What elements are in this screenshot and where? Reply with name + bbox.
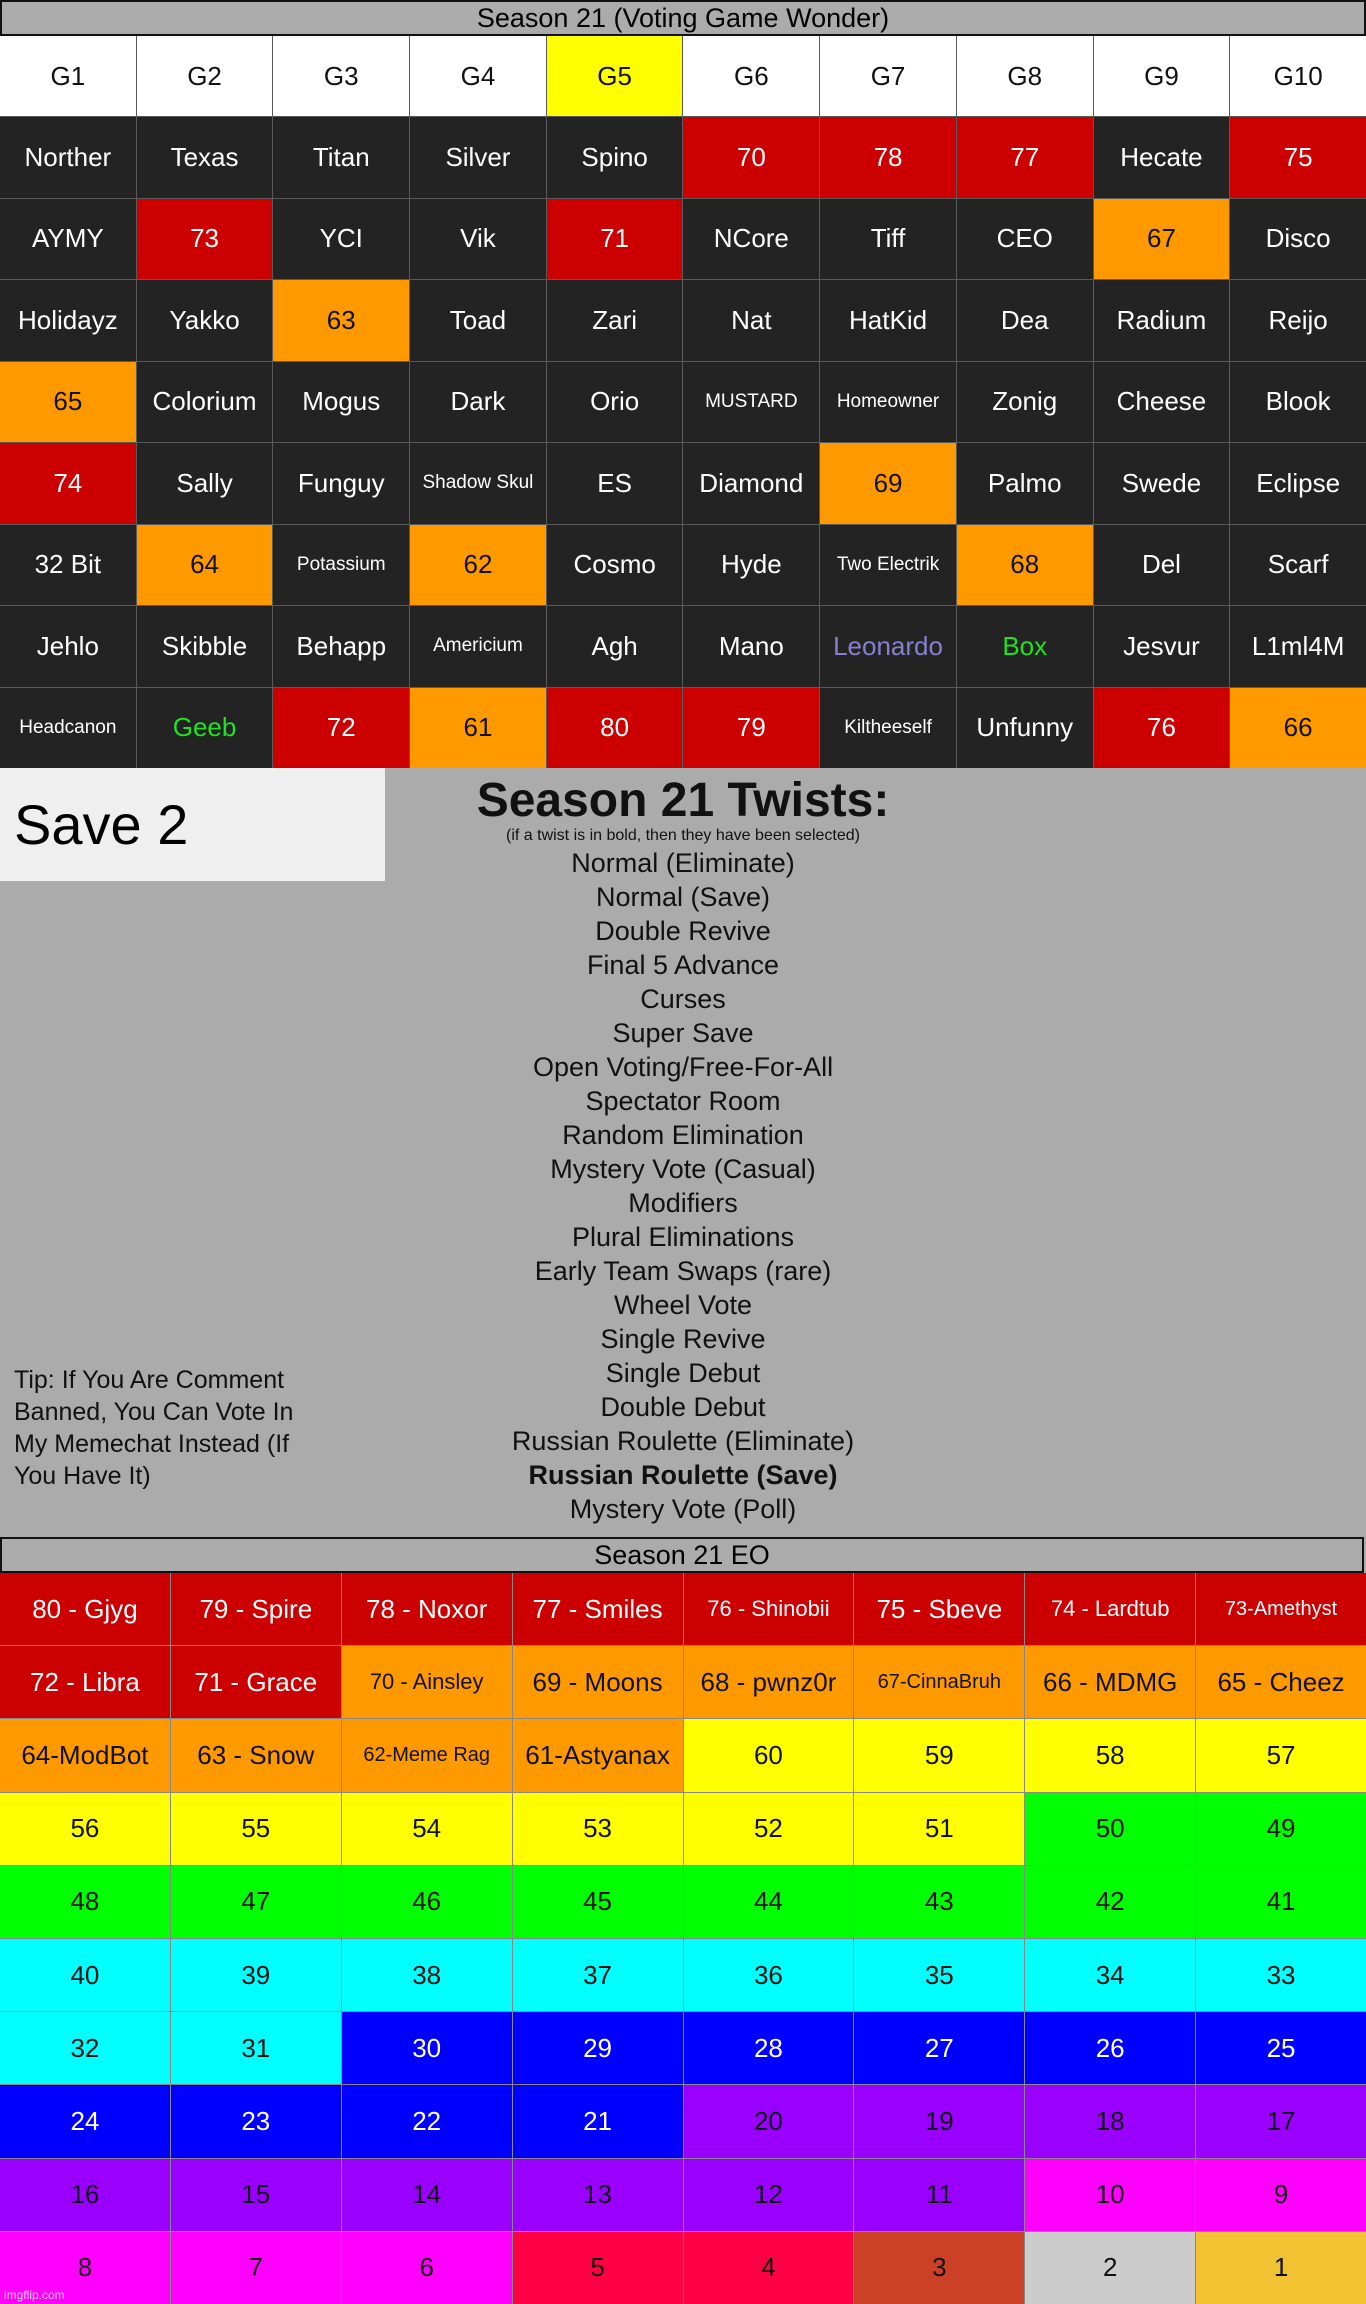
eo-cell: 51 (854, 1793, 1024, 1865)
eo-cell: 28 (684, 2012, 854, 2084)
watermark: imgflip.com (4, 2288, 65, 2302)
eo-cell: 19 (854, 2085, 1024, 2157)
eo-cell: 33 (1196, 1939, 1366, 2011)
contestant-cell: Eclipse (1230, 443, 1366, 523)
contestant-cell: 71 (547, 199, 683, 279)
contestant-cell: 70 (683, 117, 819, 197)
contestant-cell: 75 (1230, 117, 1366, 197)
twist-item: Final 5 Advance (586, 950, 780, 980)
contestant-cell: ES (547, 443, 683, 523)
contestant-cell: 64 (137, 525, 273, 605)
contestant-cell: Unfunny (957, 688, 1093, 768)
contestant-cell: Hecate (1094, 117, 1230, 197)
eo-cell: 37 (513, 1939, 683, 2011)
contestant-cell: L1ml4M (1230, 606, 1366, 686)
contestant-cell: 69 (820, 443, 956, 523)
contestant-cell: Cosmo (547, 525, 683, 605)
contestant-cell: MUSTARD (683, 362, 819, 442)
contestant-cell: Titan (273, 117, 409, 197)
contestant-cell: Box (957, 606, 1093, 686)
contestant-cell: Yakko (137, 280, 273, 360)
elimination-order-grid (0, 1573, 1366, 2304)
contestant-cell: Nat (683, 280, 819, 360)
contestant-cell: Skibble (137, 606, 273, 686)
eo-cell: 75 - Sbeve (854, 1573, 1024, 1645)
eo-cell: 45 (513, 1866, 683, 1938)
eo-cell: 70 - Ainsley (342, 1646, 512, 1718)
eo-cell: 9 (1196, 2159, 1366, 2231)
contestant-cell: Agh (547, 606, 683, 686)
contestant-cell: Silver (410, 117, 546, 197)
contestant-cell: NCore (683, 199, 819, 279)
contestant-cell: Geeb (137, 688, 273, 768)
group-header: G7 (820, 36, 956, 116)
twists-panel (385, 768, 981, 1526)
eo-cell: 24 (0, 2085, 170, 2157)
group-header: G9 (1094, 36, 1230, 116)
contestant-cell: Dark (410, 362, 546, 442)
eo-cell: 55 (171, 1793, 341, 1865)
contestant-cell: Vik (410, 199, 546, 279)
contestant-cell: 79 (683, 688, 819, 768)
eo-cell: 8 (0, 2232, 170, 2304)
twist-item: Modifiers (628, 1188, 738, 1218)
contestant-cell: 67 (1094, 199, 1230, 279)
eo-cell: 11 (854, 2159, 1024, 2231)
eo-cell: 61-Astyanax (513, 1719, 683, 1791)
contestant-cell: Holidayz (0, 280, 136, 360)
twist-item: Mystery Vote (Casual) (550, 1154, 816, 1184)
contestant-cell: 78 (820, 117, 956, 197)
twist-item: Spectator Room (585, 1086, 781, 1116)
twist-item: Normal (Eliminate) (571, 848, 795, 878)
twist-item: Plural Eliminations (571, 1222, 795, 1252)
eo-cell: 65 - Cheez (1196, 1646, 1366, 1718)
contestant-cell: 61 (410, 688, 546, 768)
contestant-cell: 63 (273, 280, 409, 360)
eo-cell: 49 (1196, 1793, 1366, 1865)
season-header: Season 21 (Voting Game Wonder) (0, 0, 1366, 36)
eo-cell: 31 (171, 2012, 341, 2084)
group-header: G6 (683, 36, 819, 116)
twists-title: Season 21 Twists: (476, 774, 890, 827)
contestant-cell: Spino (547, 117, 683, 197)
eo-cell: 52 (684, 1793, 854, 1865)
eo-cell: 58 (1025, 1719, 1195, 1791)
contestant-cell: Shadow Skul (410, 443, 546, 523)
eo-cell: 38 (342, 1939, 512, 2011)
eo-cell: 2 (1025, 2232, 1195, 2304)
eo-cell: 80 - Gjyg (0, 1573, 170, 1645)
contestant-cell: Swede (1094, 443, 1230, 523)
contestant-cell: 72 (273, 688, 409, 768)
save-label: Save 2 (0, 768, 385, 881)
contestant-cell: Scarf (1230, 525, 1366, 605)
eo-cell: 47 (171, 1866, 341, 1938)
eo-cell: 48 (0, 1866, 170, 1938)
twist-item: Mystery Vote (Poll) (569, 1494, 797, 1524)
twist-item: Early Team Swaps (rare) (534, 1256, 832, 1286)
eo-cell: 23 (171, 2085, 341, 2157)
contestant-cell: Zari (547, 280, 683, 360)
contestant-cell: Jehlo (0, 606, 136, 686)
eo-cell: 44 (684, 1866, 854, 1938)
group-header: G3 (273, 36, 409, 116)
contestant-cell: CEO (957, 199, 1093, 279)
eo-cell: 60 (684, 1719, 854, 1791)
contestant-cell: Hyde (683, 525, 819, 605)
contestant-cell: Cheese (1094, 362, 1230, 442)
eo-cell: 40 (0, 1939, 170, 2011)
eo-cell: 53 (513, 1793, 683, 1865)
twist-item: Random Elimination (562, 1120, 804, 1150)
eo-cell: 27 (854, 2012, 1024, 2084)
eo-cell: 20 (684, 2085, 854, 2157)
twist-item: Curses (640, 984, 726, 1014)
eo-cell: 15 (171, 2159, 341, 2231)
contestant-cell: Two Electrik (820, 525, 956, 605)
eo-cell: 17 (1196, 2085, 1366, 2157)
contestant-cell: Disco (1230, 199, 1366, 279)
eo-cell: 42 (1025, 1866, 1195, 1938)
eo-cell: 12 (684, 2159, 854, 2231)
contestant-cell: Homeowner (820, 362, 956, 442)
eo-cell: 35 (854, 1939, 1024, 2011)
twist-item: Double Revive (595, 916, 771, 946)
eo-cell: 1 (1196, 2232, 1366, 2304)
eo-cell: 26 (1025, 2012, 1195, 2084)
eo-cell: 6 (342, 2232, 512, 2304)
contestant-cell: Sally (137, 443, 273, 523)
eo-header: Season 21 EO (0, 1537, 1364, 1573)
contestant-cell: Potassium (273, 525, 409, 605)
contestant-cell: 73 (137, 199, 273, 279)
contestant-cell: Palmo (957, 443, 1093, 523)
contestant-cell: Blook (1230, 362, 1366, 442)
contestant-cell: 32 Bit (0, 525, 136, 605)
eo-cell: 73-Amethyst (1196, 1573, 1366, 1645)
contestant-cell: HatKid (820, 280, 956, 360)
eo-cell: 72 - Libra (0, 1646, 170, 1718)
eo-cell: 74 - Lardtub (1025, 1573, 1195, 1645)
twist-item: Double Debut (600, 1392, 766, 1422)
eo-cell: 79 - Spire (171, 1573, 341, 1645)
contestant-cell: Norther (0, 117, 136, 197)
eo-cell: 3 (854, 2232, 1024, 2304)
eo-cell: 4 (684, 2232, 854, 2304)
contestant-cell: Kiltheeself (820, 688, 956, 768)
contestant-cell: Mogus (273, 362, 409, 442)
contestant-cell: Jesvur (1094, 606, 1230, 686)
twist-item: Single Debut (605, 1358, 761, 1388)
eo-cell: 69 - Moons (513, 1646, 683, 1718)
group-header: G8 (957, 36, 1093, 116)
tip-text: Tip: If You Are Comment Banned, You Can Vote In My Memechat Instead (If You Have It) (14, 1366, 294, 1490)
group-header: G10 (1230, 36, 1366, 116)
eo-cell: 5 (513, 2232, 683, 2304)
contestant-cell: Reijo (1230, 280, 1366, 360)
eo-cell: 25 (1196, 2012, 1366, 2084)
contestant-cell: 77 (957, 117, 1093, 197)
eo-cell: 66 - MDMG (1025, 1646, 1195, 1718)
twist-item: Normal (Save) (595, 882, 771, 912)
eo-cell: 46 (342, 1866, 512, 1938)
eo-cell: 78 - Noxor (342, 1573, 512, 1645)
contestant-cell: 68 (957, 525, 1093, 605)
eo-cell: 63 - Snow (171, 1719, 341, 1791)
twist-item: Single Revive (600, 1324, 766, 1354)
eo-cell: 14 (342, 2159, 512, 2231)
group-header: G4 (410, 36, 546, 116)
contestant-cell: Texas (137, 117, 273, 197)
twist-item: Open Voting/Free-For-All (532, 1052, 834, 1082)
contestant-cell: Toad (410, 280, 546, 360)
eo-cell: 36 (684, 1939, 854, 2011)
eo-cell: 7 (171, 2232, 341, 2304)
contestant-cell: 74 (0, 443, 136, 523)
contestant-cell: 65 (0, 362, 136, 442)
eo-cell: 39 (171, 1939, 341, 2011)
contestant-cell: Tiff (820, 199, 956, 279)
eo-cell: 62-Meme Rag (342, 1719, 512, 1791)
twist-item: Russian Roulette (Eliminate) (511, 1426, 855, 1456)
eo-cell: 50 (1025, 1793, 1195, 1865)
eo-cell: 54 (342, 1793, 512, 1865)
contestant-cell: Mano (683, 606, 819, 686)
group-header: G5 (547, 36, 683, 116)
contestant-cell: YCI (273, 199, 409, 279)
eo-cell: 13 (513, 2159, 683, 2231)
eo-cell: 29 (513, 2012, 683, 2084)
contestant-cell: Dea (957, 280, 1093, 360)
group-header: G1 (0, 36, 136, 116)
eo-cell: 16 (0, 2159, 170, 2231)
eo-cell: 43 (854, 1866, 1024, 1938)
eo-cell: 64-ModBot (0, 1719, 170, 1791)
twists-note: (if a twist is in bold, then they have been selected) (506, 827, 860, 844)
contestant-cell: Radium (1094, 280, 1230, 360)
twist-item: Wheel Vote (613, 1290, 753, 1320)
eo-cell: 68 - pwnz0r (684, 1646, 854, 1718)
eo-cell: 71 - Grace (171, 1646, 341, 1718)
eo-cell: 41 (1196, 1866, 1366, 1938)
contestant-cell: Funguy (273, 443, 409, 523)
eo-cell: 59 (854, 1719, 1024, 1791)
eo-cell: 10 (1025, 2159, 1195, 2231)
eo-cell: 76 - Shinobii (684, 1573, 854, 1645)
eo-cell: 22 (342, 2085, 512, 2157)
contestant-cell: 66 (1230, 688, 1366, 768)
contestant-grid (0, 36, 1366, 768)
group-header: G2 (137, 36, 273, 116)
eo-cell: 18 (1025, 2085, 1195, 2157)
eo-cell: 34 (1025, 1939, 1195, 2011)
contestant-cell: Zonig (957, 362, 1093, 442)
contestant-cell: Orio (547, 362, 683, 442)
contestant-cell: 80 (547, 688, 683, 768)
contestant-cell: Diamond (683, 443, 819, 523)
twist-list (385, 846, 981, 1526)
contestant-cell: 76 (1094, 688, 1230, 768)
contestant-cell: 62 (410, 525, 546, 605)
eo-cell: 30 (342, 2012, 512, 2084)
contestant-cell: Colorium (137, 362, 273, 442)
eo-cell: 67-CinnaBruh (854, 1646, 1024, 1718)
eo-cell: 57 (1196, 1719, 1366, 1791)
eo-cell: 32 (0, 2012, 170, 2084)
contestant-cell: Del (1094, 525, 1230, 605)
twist-item: Russian Roulette (Save) (528, 1460, 838, 1490)
eo-cell: 77 - Smiles (513, 1573, 683, 1645)
eo-cell: 21 (513, 2085, 683, 2157)
eo-cell: 56 (0, 1793, 170, 1865)
twist-item: Super Save (612, 1018, 754, 1048)
contestant-cell: Leonardo (820, 606, 956, 686)
contestant-cell: Behapp (273, 606, 409, 686)
contestant-cell: Americium (410, 606, 546, 686)
contestant-cell: Headcanon (0, 688, 136, 768)
contestant-cell: AYMY (0, 199, 136, 279)
